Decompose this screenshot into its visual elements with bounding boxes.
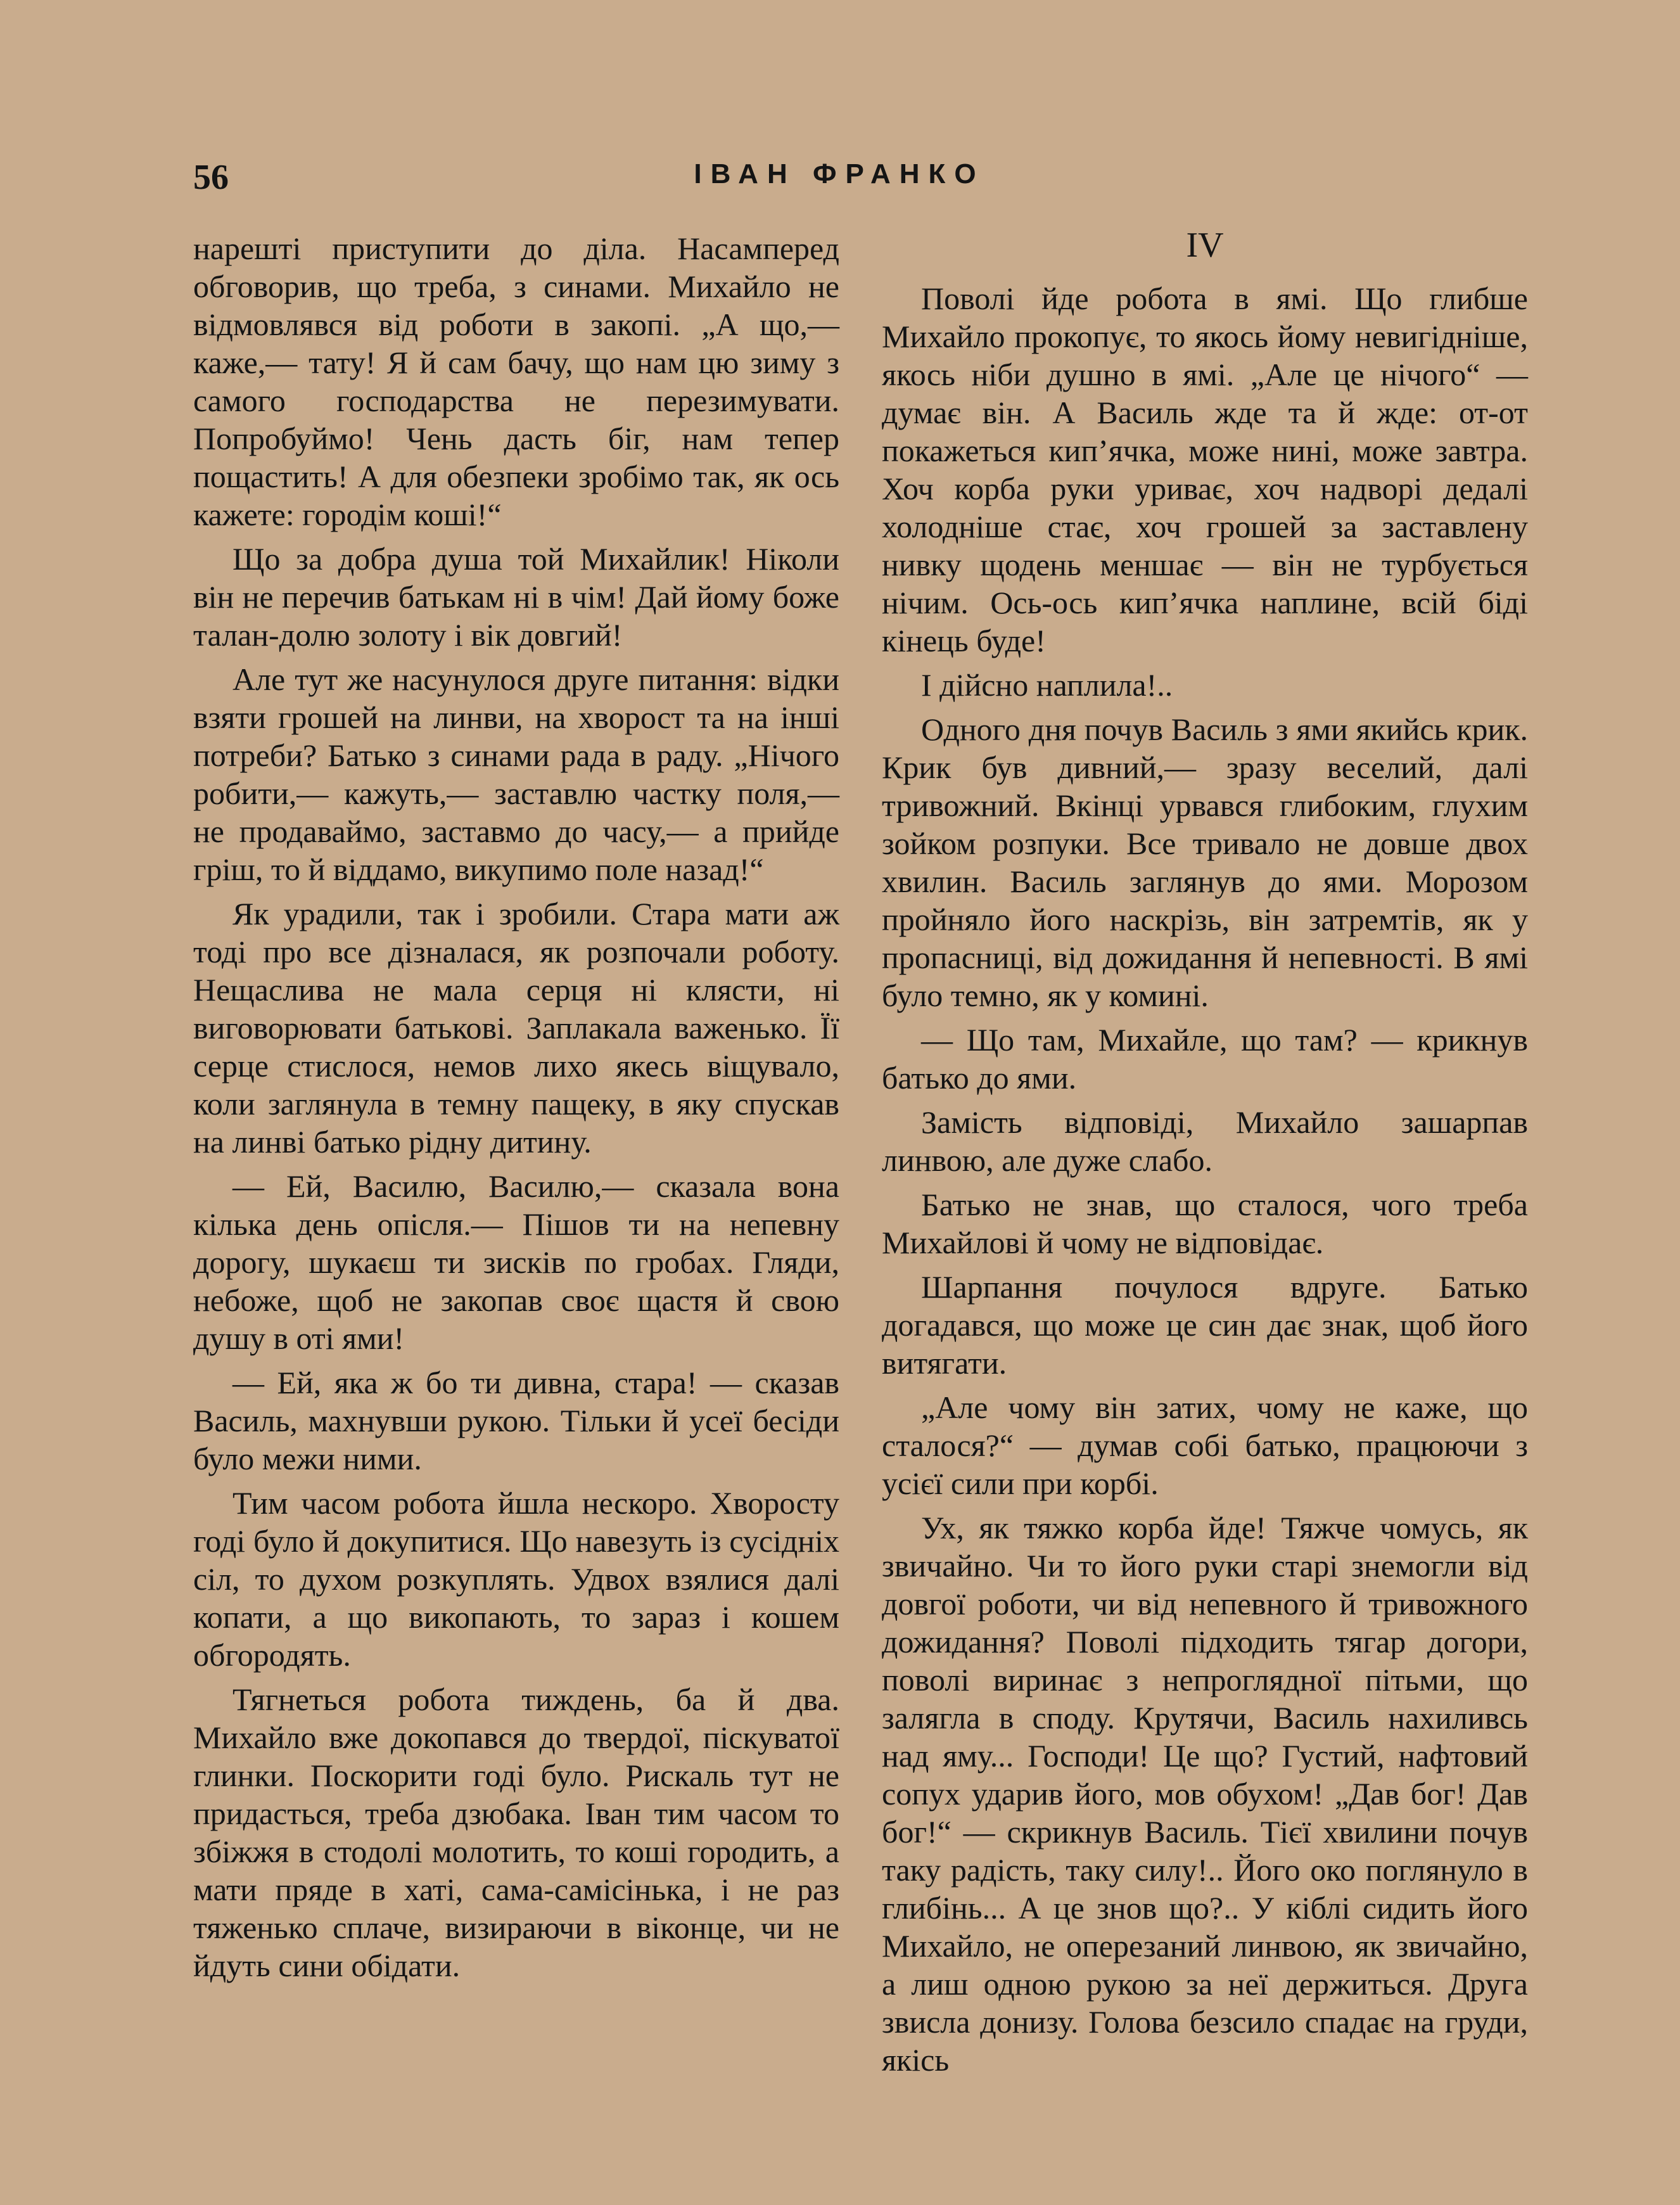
right-column: [882, 225, 1528, 2085]
page-number: 56: [193, 158, 229, 197]
paragraph: — Ей, яка ж бо ти дивна, стара! — сказав Василь, махнувши рукою. Тільки й усеї бесіди було межи ними.: [193, 1365, 839, 1476]
paragraph: Але тут же насунулося друге питання: відки взяти грошей на линви, на хворост та на інші потреби? Батько з синами рада в раду. „Нічого робити,— кажуть,— заставлю частку поля,— не продаваймо, заставмо до часу,— а прийде гріш, то й віддамо, викупимо поле назад!“: [193, 662, 839, 887]
paragraph: „Але чому він затих, чому не каже, що сталося?“ — думав собі батько, працюючи з усієї сили при корбі.: [882, 1390, 1528, 1501]
paragraph: Як урадили, так і зробили. Стара мати аж тоді про все дізналася, як розпочали роботу. Нещаслива не мала серця ні клясти, ні виговорювати батькові. Заплакала важенько. Її серце стислося, немов лихо якесь віщувало, коли заглянула в темну пащеку, в яку спускав на линві батько рідну дитину.: [193, 896, 839, 1160]
paragraph: Тягнеться робота тиждень, ба й два. Михайло вже докопався до твердої, піскуватої глинки. Поскорити годі було. Рискаль тут не придасться, треба дзюбака. Іван тим часом то збіжжя в стодолі молотить, то коші городить, а мати пряде в хаті, сама-самісінька, і не раз тяженько сплаче, визираючи в віконце, чи не йдуть сини обідати.: [193, 1682, 839, 1983]
chapter-number: IV: [1186, 226, 1224, 265]
paragraph: Шарпання почулося вдруге. Батько догадався, що може це син дає знак, щоб його витягати.: [882, 1269, 1528, 1381]
paragraph: — Що там, Михайле, що там? — крикнув батько до ями.: [882, 1022, 1528, 1096]
paragraph: І дійсно наплила!..: [921, 667, 1173, 703]
paragraph: нарешті приступити до діла. Насамперед обговорив, що треба, з синами. Михайло не відмовлявся від роботи в закопі. „А що,— каже,— тату! Я й сам бачу, що нам цю зиму з самого господарства не перезимувати. Попробуймо! Чень дасть біг, нам тепер пощастить! А для обезпеки зробімо так, як ось кажете: городім коші!“: [193, 231, 839, 532]
left-column: [193, 229, 839, 1991]
running-head: ІВАН ФРАНКО: [694, 158, 985, 189]
paragraph: Що за добра душа той Михайлик! Ніколи він не перечив батькам ні в чім! Дай йому боже талан-долю золоту і вік довгий!: [193, 541, 839, 653]
paragraph: Поволі йде робота в ямі. Що глибше Михайло прокопує, то якось йому невигідніше, якось ніби душно в ямі. „Але це нічого“ — думає він. А Василь жде та й жде: от-от покажеться кип’ячка, може нині, може завтра. Хоч корба руки уриває, хоч надворі дедалі холодніше стає, хоч грошей за заставлену нивку щодень меншає — він не турбується нічим. Ось-ось кип’ячка наплине, всій біді кінець буде!: [882, 281, 1528, 658]
paragraph: Ух, як тяжко корба йде! Тяжче чомусь, як звичайно. Чи то його руки старі знемогли від довгої роботи, чи від непевного й тривожного дожидання? Поволі підходить тягар догори, поволі виринає з непроглядної пітьми, що залягла в споду. Крутячи, Василь нахиливсь над яму... Господи! Це що? Густий, нафтовий сопух ударив його, мов обухом! „Дав бог! Дав бог!“ — скрикнув Василь. Тієї хвилини почув таку радість, таку силу!.. Його око поглянуло в глибінь... А це знов що?.. У кіблі сидить його Михайло, не оперезаний линвою, як звичайно, а лиш одною рукою за неї держиться. Друга звисла донизу. Голова безсило спадає на груди, якісь: [882, 1510, 1528, 2078]
paragraph: Тим часом робота йшла нескоро. Хворосту годі було й докупитися. Що навезуть із сусідніх сіл, то духом розкуплять. Удвох взялися далі копати, а що викопають, то зараз і кошем обгородять.: [193, 1485, 839, 1673]
paragraph: Одного дня почув Василь з ями якийсь крик. Крик був дивний,— зразу веселий, далі тривожний. Вкінці урвався глибоким, глухим зойком розпуки. Все тривало не довше двох хвилин. Василь заглянув до ями. Морозом пройняло його наскрізь, він затремтів, як у пропасниці, від дожидання й непевності. В ямі було темно, як у комині.: [882, 712, 1528, 1013]
paragraph: Батько не знав, що сталося, чого треба Михайлові й чому не відповідає.: [882, 1187, 1528, 1260]
page-header: [193, 157, 1486, 201]
paragraph: — Ей, Василю, Василю,— сказала вона кілька день опісля.— Пішов ти на непевну дорогу, шукаєш ти зисків по гробах. Гляди, небоже, щоб не закопав своє щастя й свою душу в оті ями!: [193, 1168, 839, 1356]
paragraph: Замість відповіді, Михайло зашарпав линвою, але дуже слабо.: [882, 1104, 1528, 1178]
